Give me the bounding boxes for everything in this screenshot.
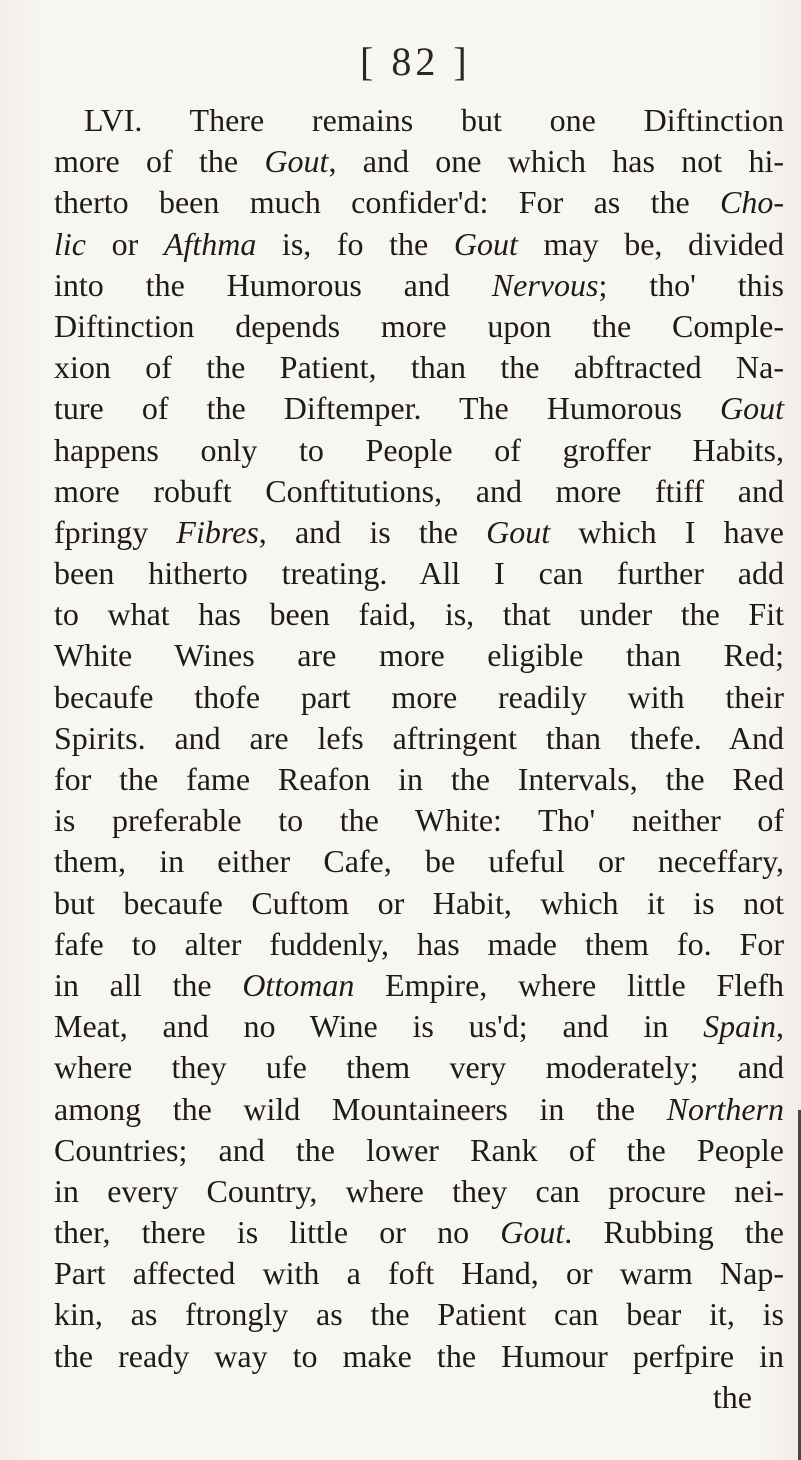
text-run: or (85, 225, 164, 262)
body-text (54, 100, 784, 1418)
text-run: which I have (550, 513, 785, 550)
text-line (54, 924, 784, 965)
text-run: ture of the Diftemper. The Humorous (54, 390, 720, 427)
italic-text-run: Cho- (720, 184, 784, 221)
text-run: . Rubbing the (564, 1214, 785, 1251)
text-run: White Wines are more eligible than Red; (54, 637, 784, 674)
italic-text-run: Gout (500, 1214, 565, 1251)
text-line (54, 430, 784, 471)
text-line (54, 1006, 784, 1047)
text-run: becaufe thofe part more readily with their (54, 678, 784, 715)
italic-text-run: Spain (703, 1008, 776, 1045)
text-run: among the wild Mountaineers in the (54, 1090, 667, 1127)
text-run: Part affected with a foft Hand, or warm Nap- (54, 1255, 784, 1292)
text-line (54, 388, 784, 429)
italic-text-run: Nervous (491, 266, 599, 303)
text-line (54, 1336, 784, 1377)
text-run: , and is the (258, 513, 487, 550)
text-line (54, 1253, 784, 1294)
italic-text-run: Gout (453, 225, 518, 262)
text-line (54, 306, 784, 347)
text-line (54, 635, 784, 676)
text-run: Diftinction depends more upon the Comple- (54, 307, 784, 344)
text-run: may be, divided (517, 225, 785, 262)
italic-text-run: Gout (264, 143, 329, 180)
text-line (54, 1130, 784, 1171)
text-run: , (776, 1008, 784, 1045)
text-run: is, fo the (256, 225, 454, 262)
text-line (54, 100, 784, 141)
italic-text-run: Afthma (163, 225, 257, 262)
text-line (54, 265, 784, 306)
text-line (54, 512, 784, 553)
text-line (54, 347, 784, 388)
text-run: the ready way to make the Humour perfpire in (54, 1337, 784, 1374)
text-run: the (712, 1378, 752, 1415)
text-line (54, 471, 784, 512)
text-run: but becaufe Cuftom or Habit, which it is not (54, 884, 784, 921)
text-line (54, 841, 784, 882)
text-run: Countries; and the lower Rank of the People (54, 1131, 784, 1168)
text-run: fafe to alter fuddenly, has made them fo. For (54, 925, 784, 962)
text-run: ; tho' this (598, 266, 785, 303)
text-line (54, 677, 784, 718)
text-line (54, 141, 784, 182)
text-run: is preferable to the White: Tho' neither of (54, 802, 784, 839)
italic-text-run: Northern (666, 1090, 784, 1127)
text-run: , and one which has not hi- (328, 143, 785, 180)
text-line (54, 553, 784, 594)
text-run: therto been much confider'd: For as the (54, 184, 720, 221)
text-run: for the fame Reafon in the Intervals, the Red (54, 761, 784, 797)
text-run: Meat, and no Wine is us'd; and in (54, 1008, 704, 1045)
italic-text-run: Fibres (176, 513, 259, 550)
text-run: into the Humorous and (54, 266, 492, 303)
text-line (54, 1089, 784, 1130)
text-line (54, 182, 784, 223)
text-run: in all the (54, 966, 243, 1003)
text-line (54, 718, 784, 759)
text-run: kin, as ftrongly as the Patient can bear it, is (54, 1296, 784, 1333)
text-run: been hitherto treating. All I can further add (54, 555, 784, 592)
text-line (54, 224, 784, 265)
text-line (54, 1294, 784, 1335)
text-line (54, 1171, 784, 1212)
text-run: happens only to People of groffer Habits, (54, 431, 784, 468)
italic-text-run: Gout (486, 513, 551, 550)
text-run: in every Country, where they can procure nei- (54, 1172, 784, 1209)
text-line (54, 759, 784, 800)
text-line (54, 594, 784, 635)
text-run: to what has been faid, is, that under the Fit (54, 596, 784, 633)
italic-text-run: Gout (720, 390, 784, 427)
italic-text-run: Ottoman (242, 966, 355, 1003)
text-run: ther, there is little or no (54, 1214, 501, 1251)
page-number: [ 82 ] (360, 39, 471, 84)
text-line (54, 1047, 784, 1088)
text-run: LVI. There remains but one Diftinction (84, 102, 784, 138)
text-run: more robuft Conftitutions, and more ftiff and (54, 472, 784, 509)
text-run: xion of the Patient, than the abftracted Na- (54, 349, 784, 386)
text-line (54, 965, 784, 1006)
text-line (54, 1377, 784, 1418)
text-run: Empire, where little Flefh (354, 966, 784, 1003)
text-run: Spirits. and are lefs aftringent than thefe. And (54, 719, 784, 756)
text-line (54, 883, 784, 924)
text-run: more of the (54, 143, 265, 180)
text-line (54, 800, 784, 841)
text-run: them, in either Cafe, be ufeful or neceffary, (54, 843, 784, 880)
italic-text-run: lic (54, 225, 86, 262)
text-line (54, 1212, 784, 1253)
text-run: where they ufe them very moderately; and (54, 1049, 784, 1086)
text-run: fpringy (54, 513, 177, 550)
